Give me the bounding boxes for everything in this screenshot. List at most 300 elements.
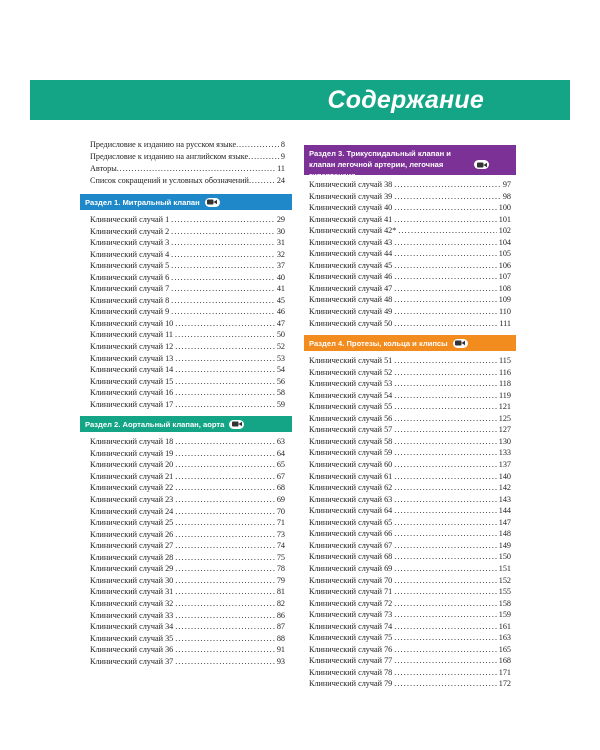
toc-entry-page: 163: [498, 633, 511, 643]
toc-entry[interactable]: [90, 364, 285, 376]
toc-entry[interactable]: [90, 482, 285, 494]
toc-entry-label: Клинический случай 49: [309, 307, 393, 317]
toc-entry[interactable]: [90, 517, 285, 529]
toc-entry[interactable]: [309, 390, 511, 402]
dot-leader: [169, 237, 275, 249]
toc-entry[interactable]: [90, 329, 285, 341]
toc-entry-label: Клинический случай 54: [309, 390, 393, 400]
toc-entry[interactable]: [309, 621, 511, 633]
toc-entry-page: 125: [498, 413, 511, 423]
toc-entry-page: 104: [498, 237, 511, 247]
dot-leader: [392, 318, 497, 330]
toc-entry-label: Клинический случай 59: [309, 448, 393, 458]
dot-leader: [392, 294, 496, 306]
toc-entry-label: Клинический случай 76: [309, 644, 393, 654]
toc-entry[interactable]: [309, 367, 511, 379]
toc-entry-label: Клинический случай 65: [309, 517, 393, 527]
toc-column-left: [85, 139, 285, 673]
toc-entry[interactable]: [90, 226, 285, 238]
toc-entry-label: Клинический случай 4: [90, 249, 170, 259]
toc-entry[interactable]: [90, 471, 285, 483]
title-banner: [30, 80, 570, 120]
dot-leader: [392, 598, 496, 610]
toc-entry-page: 59: [276, 399, 285, 409]
toc-entry-page: 30: [276, 226, 285, 236]
toc-entry[interactable]: [309, 294, 511, 306]
section-title: Раздел 2. Аортальный клапан, аорта: [85, 419, 225, 429]
preface-list: [90, 139, 285, 187]
dot-leader: [169, 283, 275, 295]
toc-entry[interactable]: [309, 655, 511, 667]
dot-leader: [392, 248, 496, 260]
toc-entry-page: 108: [498, 283, 511, 293]
dot-leader: [396, 225, 496, 237]
dot-leader: [173, 448, 275, 460]
dot-leader: [173, 387, 275, 399]
toc-entry[interactable]: [90, 552, 285, 564]
toc-entry[interactable]: [309, 179, 511, 191]
toc-entry-label: Клинический случай 30: [90, 575, 174, 585]
toc-entry-page: 93: [276, 656, 285, 666]
toc-entry[interactable]: [309, 401, 511, 413]
toc-entry-page: 158: [498, 598, 511, 608]
toc-entry-label: Клинический случай 9: [90, 307, 170, 317]
dot-leader: [173, 575, 275, 587]
toc-entry[interactable]: [309, 667, 511, 679]
dot-leader: [173, 610, 275, 622]
dot-leader: [173, 633, 275, 645]
toc-entry-label: Клинический случай 40: [309, 203, 393, 213]
dot-leader: [173, 364, 275, 376]
toc-entry[interactable]: [309, 271, 511, 283]
toc-entry[interactable]: [90, 214, 285, 226]
toc-entry[interactable]: [309, 551, 511, 563]
dot-leader: [173, 436, 275, 448]
toc-entry[interactable]: [90, 272, 285, 284]
toc-entry[interactable]: [309, 424, 511, 436]
toc-entry-page: 37: [276, 261, 285, 271]
toc-entry-label: Клинический случай 52: [309, 367, 393, 377]
toc-entry-page: 140: [498, 471, 511, 481]
dot-leader: [392, 540, 496, 552]
toc-entry[interactable]: [90, 644, 285, 656]
toc-entry[interactable]: [309, 447, 511, 459]
toc-entry[interactable]: [90, 656, 285, 668]
toc-entry[interactable]: [309, 482, 511, 494]
toc-item-label: Авторы: [90, 164, 117, 173]
section-header[interactable]: [304, 335, 516, 351]
section-header[interactable]: [80, 416, 292, 432]
toc-entry-page: 87: [276, 622, 285, 632]
section-title: Раздел 3. Трикуспидальный клапан и клапан легочной артерии, легочная гипертензия: [309, 149, 451, 180]
toc-entry-label: Клинический случай 66: [309, 529, 393, 539]
toc-entry-label: Клинический случай 78: [309, 667, 393, 677]
toc-entry-page: 79: [276, 575, 285, 585]
toc-entry-page: 46: [276, 307, 285, 317]
toc-entry-label: Клинический случай 7: [90, 284, 170, 294]
toc-entry-label: Клинический случай 39: [309, 191, 393, 201]
dot-leader: [392, 609, 496, 621]
dot-leader: [392, 563, 496, 575]
toc-entry[interactable]: [309, 318, 511, 330]
dot-leader: [173, 494, 275, 506]
toc-entry-page: 142: [498, 483, 511, 493]
toc-entry-page: 143: [498, 494, 511, 504]
toc-entry-label: Клинический случай 56: [309, 413, 393, 423]
toc-entry-label: Клинический случай 70: [309, 575, 393, 585]
toc-entry-page: 64: [276, 448, 285, 458]
toc-entry-label: Клинический случай 63: [309, 494, 393, 504]
toc-entry[interactable]: [90, 494, 285, 506]
toc-entry[interactable]: [90, 283, 285, 295]
toc-entry[interactable]: [309, 436, 511, 448]
toc-item-page: 8: [280, 140, 285, 149]
toc-entry-label: Клинический случай 24: [90, 506, 174, 516]
toc-entry[interactable]: [309, 202, 511, 214]
toc-entry[interactable]: [90, 318, 285, 330]
dot-leader: [392, 401, 496, 413]
toc-entry[interactable]: [90, 448, 285, 460]
toc-entry[interactable]: [309, 609, 511, 621]
toc-entry-label: Клинический случай 15: [90, 376, 174, 386]
dot-leader: [169, 260, 275, 272]
toc-entry-page: 111: [499, 318, 511, 328]
toc-entry-label: Клинический случай 50: [309, 318, 393, 328]
toc-entry[interactable]: [90, 459, 285, 471]
dot-leader: [173, 329, 275, 341]
toc-entry-page: 152: [498, 575, 511, 585]
dot-leader: [173, 529, 275, 541]
toc-entry-label: Клинический случай 57: [309, 425, 393, 435]
dot-leader: [392, 367, 497, 379]
dot-leader: [169, 249, 275, 261]
toc-entry-page: 172: [498, 679, 511, 689]
video-icon: [474, 160, 489, 169]
toc-entry[interactable]: [309, 283, 511, 295]
dot-leader: [236, 139, 280, 151]
toc-entry-page: 137: [498, 460, 511, 470]
toc-entry-label: Клинический случай 38: [309, 180, 393, 189]
dot-leader: [173, 482, 275, 494]
toc-entry-page: 52: [276, 342, 285, 352]
toc-entry[interactable]: [90, 586, 285, 598]
toc-entry-label: Клинический случай 62: [309, 483, 393, 493]
toc-entry-label: Клинический случай 58: [309, 436, 393, 446]
toc-entry[interactable]: [90, 506, 285, 518]
section-title: Раздел 1. Митральный клапан: [85, 197, 200, 207]
dot-leader: [392, 424, 496, 436]
dot-leader: [392, 621, 496, 633]
toc-entry-page: 50: [276, 330, 285, 340]
toc-entry-page: 107: [498, 272, 511, 282]
toc-entry-label: Клинический случай 55: [309, 402, 393, 412]
toc-entry-label: Клинический случай 19: [90, 448, 174, 458]
toc-entry-label: Клинический случай 13: [90, 353, 174, 363]
toc-entry-page: 81: [276, 587, 285, 597]
toc-entry[interactable]: [309, 632, 511, 644]
toc-entry-label: Клинический случай 16: [90, 388, 174, 398]
toc-entry-page: 98: [502, 191, 511, 201]
toc-entry[interactable]: [309, 191, 511, 203]
toc-entry-page: 148: [498, 529, 511, 539]
toc-entry[interactable]: [90, 563, 285, 575]
dot-leader: [173, 644, 275, 656]
dot-leader: [173, 540, 275, 552]
toc-item-page: 9: [280, 152, 285, 161]
toc-entry-label: Клинический случай 25: [90, 518, 174, 528]
toc-entry-page: 54: [276, 365, 285, 375]
toc-entry-label: Клинический случай 64: [309, 506, 393, 516]
toc-preface-item[interactable]: [90, 139, 285, 151]
toc-entry[interactable]: [309, 505, 511, 517]
toc-entry-label: Клинический случай 45: [309, 260, 393, 270]
toc-entry[interactable]: [90, 529, 285, 541]
dot-leader: [248, 151, 280, 163]
toc-entry-label: Клинический случай 32: [90, 598, 174, 608]
section-title: Раздел 4. Протезы, кольца и клипсы: [309, 338, 448, 348]
toc-entry-label: Клинический случай 69: [309, 563, 393, 573]
toc-entry-page: 118: [499, 379, 511, 389]
toc-entry-label: Клинический случай 8: [90, 295, 170, 305]
toc-entry[interactable]: [90, 306, 285, 318]
toc-entry-label: Клинический случай 29: [90, 564, 174, 574]
toc-entry-page: 32: [276, 249, 285, 259]
toc-entry-page: 127: [498, 425, 511, 435]
toc-entry-page: 144: [498, 506, 511, 516]
toc-entry-label: Клинический случай 20: [90, 460, 174, 470]
section-header[interactable]: [304, 145, 516, 180]
toc-entry-page: 73: [276, 529, 285, 539]
section-entries: [90, 210, 285, 416]
dot-leader: [173, 656, 275, 668]
toc-entry-page: 147: [498, 517, 511, 527]
dot-leader: [392, 505, 496, 517]
toc-entry[interactable]: [309, 575, 511, 587]
toc-entry[interactable]: [90, 399, 285, 411]
toc-entry-label: Клинический случай 61: [309, 471, 393, 481]
dot-leader: [392, 482, 496, 494]
toc-entry[interactable]: [309, 598, 511, 610]
toc-entry-page: 63: [276, 437, 285, 447]
toc-entry[interactable]: [309, 237, 511, 249]
toc-entry-label: Клинический случай 31: [90, 587, 174, 597]
toc-item-page: 24: [276, 176, 285, 185]
toc-preface-item[interactable]: [90, 163, 285, 175]
toc-entry[interactable]: [309, 355, 511, 367]
toc-entry-page: 116: [499, 367, 511, 377]
toc-entry[interactable]: [309, 528, 511, 540]
toc-entry-page: 56: [276, 376, 285, 386]
dot-leader: [392, 575, 496, 587]
toc-entry-label: Клинический случай 77: [309, 656, 393, 666]
toc-entry-label: Клинический случай 26: [90, 529, 174, 539]
dot-leader: [173, 318, 275, 330]
dot-leader: [392, 355, 497, 367]
toc-entry-page: 68: [276, 483, 285, 493]
dot-leader: [169, 306, 275, 318]
toc-entry-label: Клинический случай 60: [309, 460, 393, 470]
page-title: Содержание: [327, 86, 484, 114]
toc-entry[interactable]: [90, 540, 285, 552]
toc-entry-page: 133: [498, 448, 511, 458]
toc-entry-page: 100: [498, 203, 511, 213]
dot-leader: [392, 237, 496, 249]
toc-entry[interactable]: [309, 225, 511, 237]
toc-entry-page: 45: [276, 295, 285, 305]
toc-column-right: [309, 145, 511, 696]
toc-entry-page: 31: [276, 238, 285, 248]
dot-leader: [173, 341, 275, 353]
toc-entry[interactable]: [309, 248, 511, 260]
dot-leader: [173, 621, 275, 633]
toc-entry-label: Клинический случай 79: [309, 679, 393, 689]
video-icon: [229, 420, 244, 429]
dot-leader: [173, 552, 275, 564]
toc-entry[interactable]: [90, 376, 285, 388]
dot-leader: [392, 667, 496, 679]
toc-entry[interactable]: [90, 633, 285, 645]
toc-entry-page: 171: [498, 667, 511, 677]
toc-entry-label: Клинический случай 17: [90, 399, 174, 409]
toc-entry[interactable]: [309, 586, 511, 598]
toc-entry-label: Клинический случай 23: [90, 495, 174, 505]
toc-entry-page: 40: [276, 272, 285, 282]
toc-preface-item[interactable]: [90, 151, 285, 163]
dot-leader: [392, 586, 496, 598]
toc-entry-label: Клинический случай 46: [309, 272, 393, 282]
toc-entry[interactable]: [90, 249, 285, 261]
dot-leader: [392, 260, 496, 272]
toc-entry-label: Клинический случай 44: [309, 249, 393, 259]
toc-entry[interactable]: [309, 678, 511, 690]
dot-leader: [173, 586, 275, 598]
video-icon: [205, 198, 220, 207]
dot-leader: [173, 517, 275, 529]
section-header[interactable]: [80, 194, 292, 210]
toc-entry-label: Клинический случай 73: [309, 610, 393, 620]
toc-entry-page: 168: [498, 656, 511, 666]
toc-entry-page: 86: [276, 610, 285, 620]
dot-leader: [173, 563, 275, 575]
toc-entry[interactable]: [90, 621, 285, 633]
section-entries: [309, 175, 511, 335]
toc-entry-label: Клинический случай 67: [309, 540, 393, 550]
toc-entry[interactable]: [309, 563, 511, 575]
toc-entry[interactable]: [90, 237, 285, 249]
toc-entry[interactable]: [309, 540, 511, 552]
toc-item-page: 11: [277, 164, 285, 173]
dot-leader: [392, 471, 496, 483]
toc-entry-page: 149: [498, 540, 511, 550]
toc-entry[interactable]: [90, 436, 285, 448]
toc-entry-page: 119: [499, 390, 511, 400]
toc-entry-page: 155: [498, 587, 511, 597]
toc-entry-label: Клинический случай 42*: [309, 226, 397, 236]
toc-entry[interactable]: [309, 306, 511, 318]
toc-entry-page: 130: [498, 436, 511, 446]
toc-item-label: Предисловие к изданию на английском языке: [90, 152, 249, 161]
dot-leader: [392, 459, 496, 471]
dot-leader: [392, 655, 496, 667]
dot-leader: [392, 517, 496, 529]
dot-leader: [392, 390, 497, 402]
dot-leader: [392, 436, 496, 448]
toc-entry[interactable]: [309, 413, 511, 425]
toc-entry[interactable]: [309, 378, 511, 390]
toc-entry-page: 58: [276, 388, 285, 398]
toc-entry-page: 165: [498, 644, 511, 654]
dot-leader: [169, 226, 275, 238]
toc-preface-item[interactable]: [90, 175, 285, 187]
dot-leader: [392, 306, 497, 318]
dot-leader: [392, 378, 497, 390]
dot-leader: [169, 272, 275, 284]
dot-leader: [173, 353, 275, 365]
toc-entry[interactable]: [90, 295, 285, 307]
dot-leader: [392, 551, 496, 563]
toc-entry-label: Клинический случай 2: [90, 226, 170, 236]
toc-entry-label: Клинический случай 36: [90, 645, 174, 655]
toc-entry-page: 150: [498, 552, 511, 562]
toc-entry[interactable]: [309, 459, 511, 471]
toc-entry-page: 106: [498, 260, 511, 270]
toc-entry-label: Клинический случай 48: [309, 295, 393, 305]
toc-entry-page: 41: [276, 284, 285, 294]
dot-leader: [173, 399, 275, 411]
toc-entry-page: 88: [276, 633, 285, 643]
toc-entry[interactable]: [90, 341, 285, 353]
toc-entry[interactable]: [90, 598, 285, 610]
dot-leader: [392, 413, 496, 425]
dot-leader: [173, 506, 275, 518]
toc-entry-page: 97: [502, 180, 511, 189]
toc-entry[interactable]: [309, 517, 511, 529]
toc-entry-label: Клинический случай 1: [90, 215, 170, 224]
toc-entry-label: Клинический случай 22: [90, 483, 174, 493]
toc-entry[interactable]: [309, 644, 511, 656]
toc-entry-label: Клинический случай 68: [309, 552, 393, 562]
dot-leader: [392, 202, 496, 214]
toc-entry[interactable]: [309, 214, 511, 226]
toc-entry-label: Клинический случай 21: [90, 471, 174, 481]
toc-entry-page: 105: [498, 249, 511, 259]
toc-entry[interactable]: [90, 387, 285, 399]
toc-entry[interactable]: [309, 494, 511, 506]
toc-entry-page: 91: [276, 645, 285, 655]
dot-leader: [392, 214, 496, 226]
toc-entry-page: 67: [276, 471, 285, 481]
toc-entry-page: 161: [498, 621, 511, 631]
toc-entry-label: Клинический случай 12: [90, 342, 174, 352]
toc-entry-page: 53: [276, 353, 285, 363]
toc-entry-label: Клинический случай 34: [90, 622, 174, 632]
toc-entry-page: 159: [498, 610, 511, 620]
toc-entry-page: 78: [276, 564, 285, 574]
toc-entry[interactable]: [90, 610, 285, 622]
toc-entry[interactable]: [309, 471, 511, 483]
toc-entry-page: 101: [498, 214, 511, 224]
toc-entry-label: Клинический случай 35: [90, 633, 174, 643]
toc-entry-page: 151: [498, 563, 511, 573]
toc-entry[interactable]: [90, 260, 285, 272]
dot-leader: [249, 175, 276, 187]
dot-leader: [173, 471, 275, 483]
toc-entry[interactable]: [309, 260, 511, 272]
toc-entry[interactable]: [90, 575, 285, 587]
toc-entry[interactable]: [90, 353, 285, 365]
dot-leader: [392, 271, 496, 283]
toc-entry-label: Клинический случай 41: [309, 214, 393, 224]
